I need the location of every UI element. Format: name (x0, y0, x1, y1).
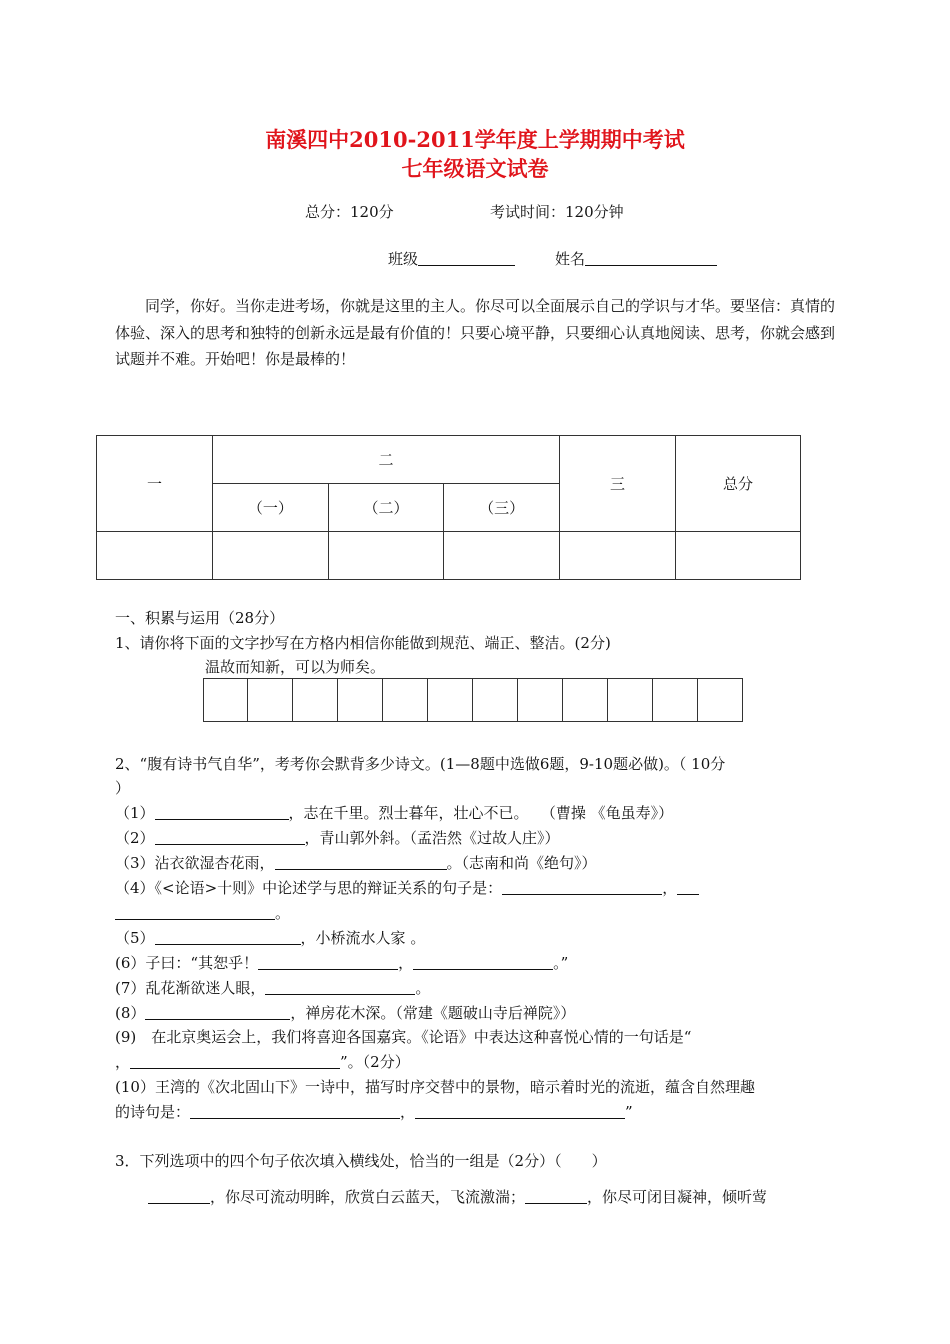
blank[interactable] (275, 854, 447, 870)
item-8 (115, 1002, 575, 1023)
blank[interactable] (148, 1188, 210, 1204)
blank[interactable] (155, 829, 305, 845)
name-field (555, 248, 717, 269)
question-3-text-a: ，你尽可流动明眸，欣赏白云蓝天，飞流激湍； (210, 1188, 526, 1206)
item-3 (115, 852, 597, 873)
grid-cell[interactable] (428, 678, 473, 722)
item-4-comma: ， (662, 879, 678, 897)
item-8-text: ，禅房花木深。（常建《题破山寺后禅院》） (290, 1004, 576, 1022)
score-col-2: 二 (213, 436, 560, 484)
name-blank[interactable] (585, 250, 717, 266)
item-1-text: ，志在千里。烈士暮年，壮心不已。 （曹操 《龟虽寿》） (288, 804, 674, 822)
question-1: 1、请你将下面的文字抄写在方格内相信你能做到规范、端正、整洁。(2分) (115, 634, 611, 652)
item-7-end: 。 (415, 979, 431, 997)
item-2-text: ，青山郭外斜。（孟浩然《过故人庄》） (304, 829, 560, 847)
item-10-end: ” (625, 1103, 633, 1121)
score-sub-1: （一） (213, 484, 329, 532)
exam-title-line2: 七年级语文试卷 (401, 156, 549, 181)
item-2-number: （2） (115, 829, 155, 847)
grid-cell[interactable] (248, 678, 293, 722)
exam-title-line1: 南溪四中2010-2011学年度上学期期中考试 (265, 127, 685, 152)
item-3-end: 。（志南和尚《绝句》） (446, 854, 597, 872)
grid-cell[interactable] (473, 678, 518, 722)
question-2: 2、“腹有诗书气自华”，考考你会默背多少诗文。(1—8题中选做6题，9-10题必做)。（ 10分 (115, 755, 726, 773)
item-6 (115, 952, 568, 973)
item-10-comma: ， (400, 1103, 416, 1121)
blank[interactable] (155, 804, 289, 820)
intro-paragraph: 同学，你好。当你走进考场，你就是这里的主人。你尽可以全面展示自己的学识与才华。要坚信：真情的体验、深入的思考和独特的创新永远是最有价值的！只要心境平静，只要细心认真地阅读、思考，你就会感到试题并不难。开始吧！你是最棒的！ (115, 297, 836, 368)
blank[interactable] (145, 1004, 290, 1020)
score-cell[interactable] (213, 532, 329, 580)
score-cell[interactable] (676, 532, 801, 580)
item-4 (115, 877, 699, 898)
class-blank[interactable] (418, 250, 515, 266)
score-sub-2: （二） (328, 484, 444, 532)
blank[interactable] (502, 879, 662, 895)
total-score: 总分：120分 (305, 203, 394, 221)
score-cell[interactable] (560, 532, 676, 580)
name-label: 姓名 (555, 250, 586, 268)
item-6-text: (6）子曰：“其恕乎！ (115, 954, 259, 972)
grid-cell[interactable] (653, 678, 698, 722)
item-2 (115, 827, 560, 848)
blank[interactable] (265, 979, 415, 995)
question-1-text: 温故而知新，可以为师矣。 (205, 658, 386, 676)
item-5-text: ，小桥流水人家 。 (300, 929, 426, 947)
question-3: 3．下列选项中的四个句子依次填入横线处，恰当的一组是（2分）（ ） (115, 1152, 607, 1170)
item-6-comma: ， (398, 954, 414, 972)
item-4-end: 。 (275, 904, 291, 922)
blank[interactable] (415, 1103, 625, 1119)
blank[interactable] (115, 904, 275, 920)
item-10: (10）王湾的《次北固山下》一诗中，描写时序交替中的景物，暗示着时光的流逝，蕴含自然理趣 (115, 1078, 755, 1096)
blank[interactable] (155, 929, 301, 945)
item-9-end: ”。（2分） (340, 1053, 410, 1071)
blank[interactable] (258, 954, 398, 970)
score-col-1: 一 (97, 436, 213, 532)
item-9-cont (115, 1051, 410, 1072)
class-label: 班级 (388, 250, 419, 268)
class-field (388, 248, 515, 269)
item-4-cont (115, 902, 290, 923)
grid-cell[interactable] (203, 678, 248, 722)
section1-heading: 一、积累与运用（28分） (115, 609, 285, 627)
writing-grid (203, 678, 743, 722)
question-2-end: ） (115, 779, 131, 797)
item-3-text: （3）沾衣欲湿杏花雨， (115, 854, 275, 872)
item-10-cont (115, 1101, 633, 1122)
grid-cell[interactable] (383, 678, 428, 722)
item-9: (9) 在北京奥运会上，我们将喜迎各国嘉宾。《论语》中表达这种喜悦心情的一句话是“ (115, 1028, 692, 1046)
item-9-start: ， (115, 1053, 131, 1071)
exam-time: 考试时间：120分钟 (490, 203, 624, 221)
item-7 (115, 977, 430, 998)
item-6-end: 。” (553, 954, 569, 972)
item-1 (115, 802, 673, 823)
item-8-number: (8） (115, 1004, 146, 1022)
score-cell[interactable] (444, 532, 560, 580)
question-3-line (148, 1186, 767, 1207)
grid-cell[interactable] (563, 678, 608, 722)
blank[interactable] (190, 1103, 400, 1119)
grid-cell[interactable] (518, 678, 563, 722)
score-col-total: 总分 (676, 436, 801, 532)
item-5 (115, 927, 425, 948)
item-5-number: （5） (115, 929, 155, 947)
blank[interactable] (413, 954, 553, 970)
item-4-text: （4）《<论语>十则》中论述学与思的辩证关系的句子是： (115, 879, 503, 897)
score-cell[interactable] (328, 532, 444, 580)
item-10-text: 的诗句是： (115, 1103, 191, 1121)
blank[interactable] (677, 879, 699, 895)
grid-cell[interactable] (293, 678, 338, 722)
score-sub-3: （三） (444, 484, 560, 532)
grid-cell[interactable] (338, 678, 383, 722)
grid-cell[interactable] (608, 678, 653, 722)
grid-cell[interactable] (698, 678, 743, 722)
score-col-3: 三 (560, 436, 676, 532)
score-table (96, 435, 801, 580)
item-1-number: （1） (115, 804, 155, 822)
score-cell[interactable] (97, 532, 213, 580)
question-3-text-b: ，你尽可闭目凝神，倾听莺 (587, 1188, 768, 1206)
item-7-text: (7）乱花渐欲迷人眼， (115, 979, 266, 997)
blank[interactable] (525, 1188, 587, 1204)
blank[interactable] (130, 1053, 340, 1069)
